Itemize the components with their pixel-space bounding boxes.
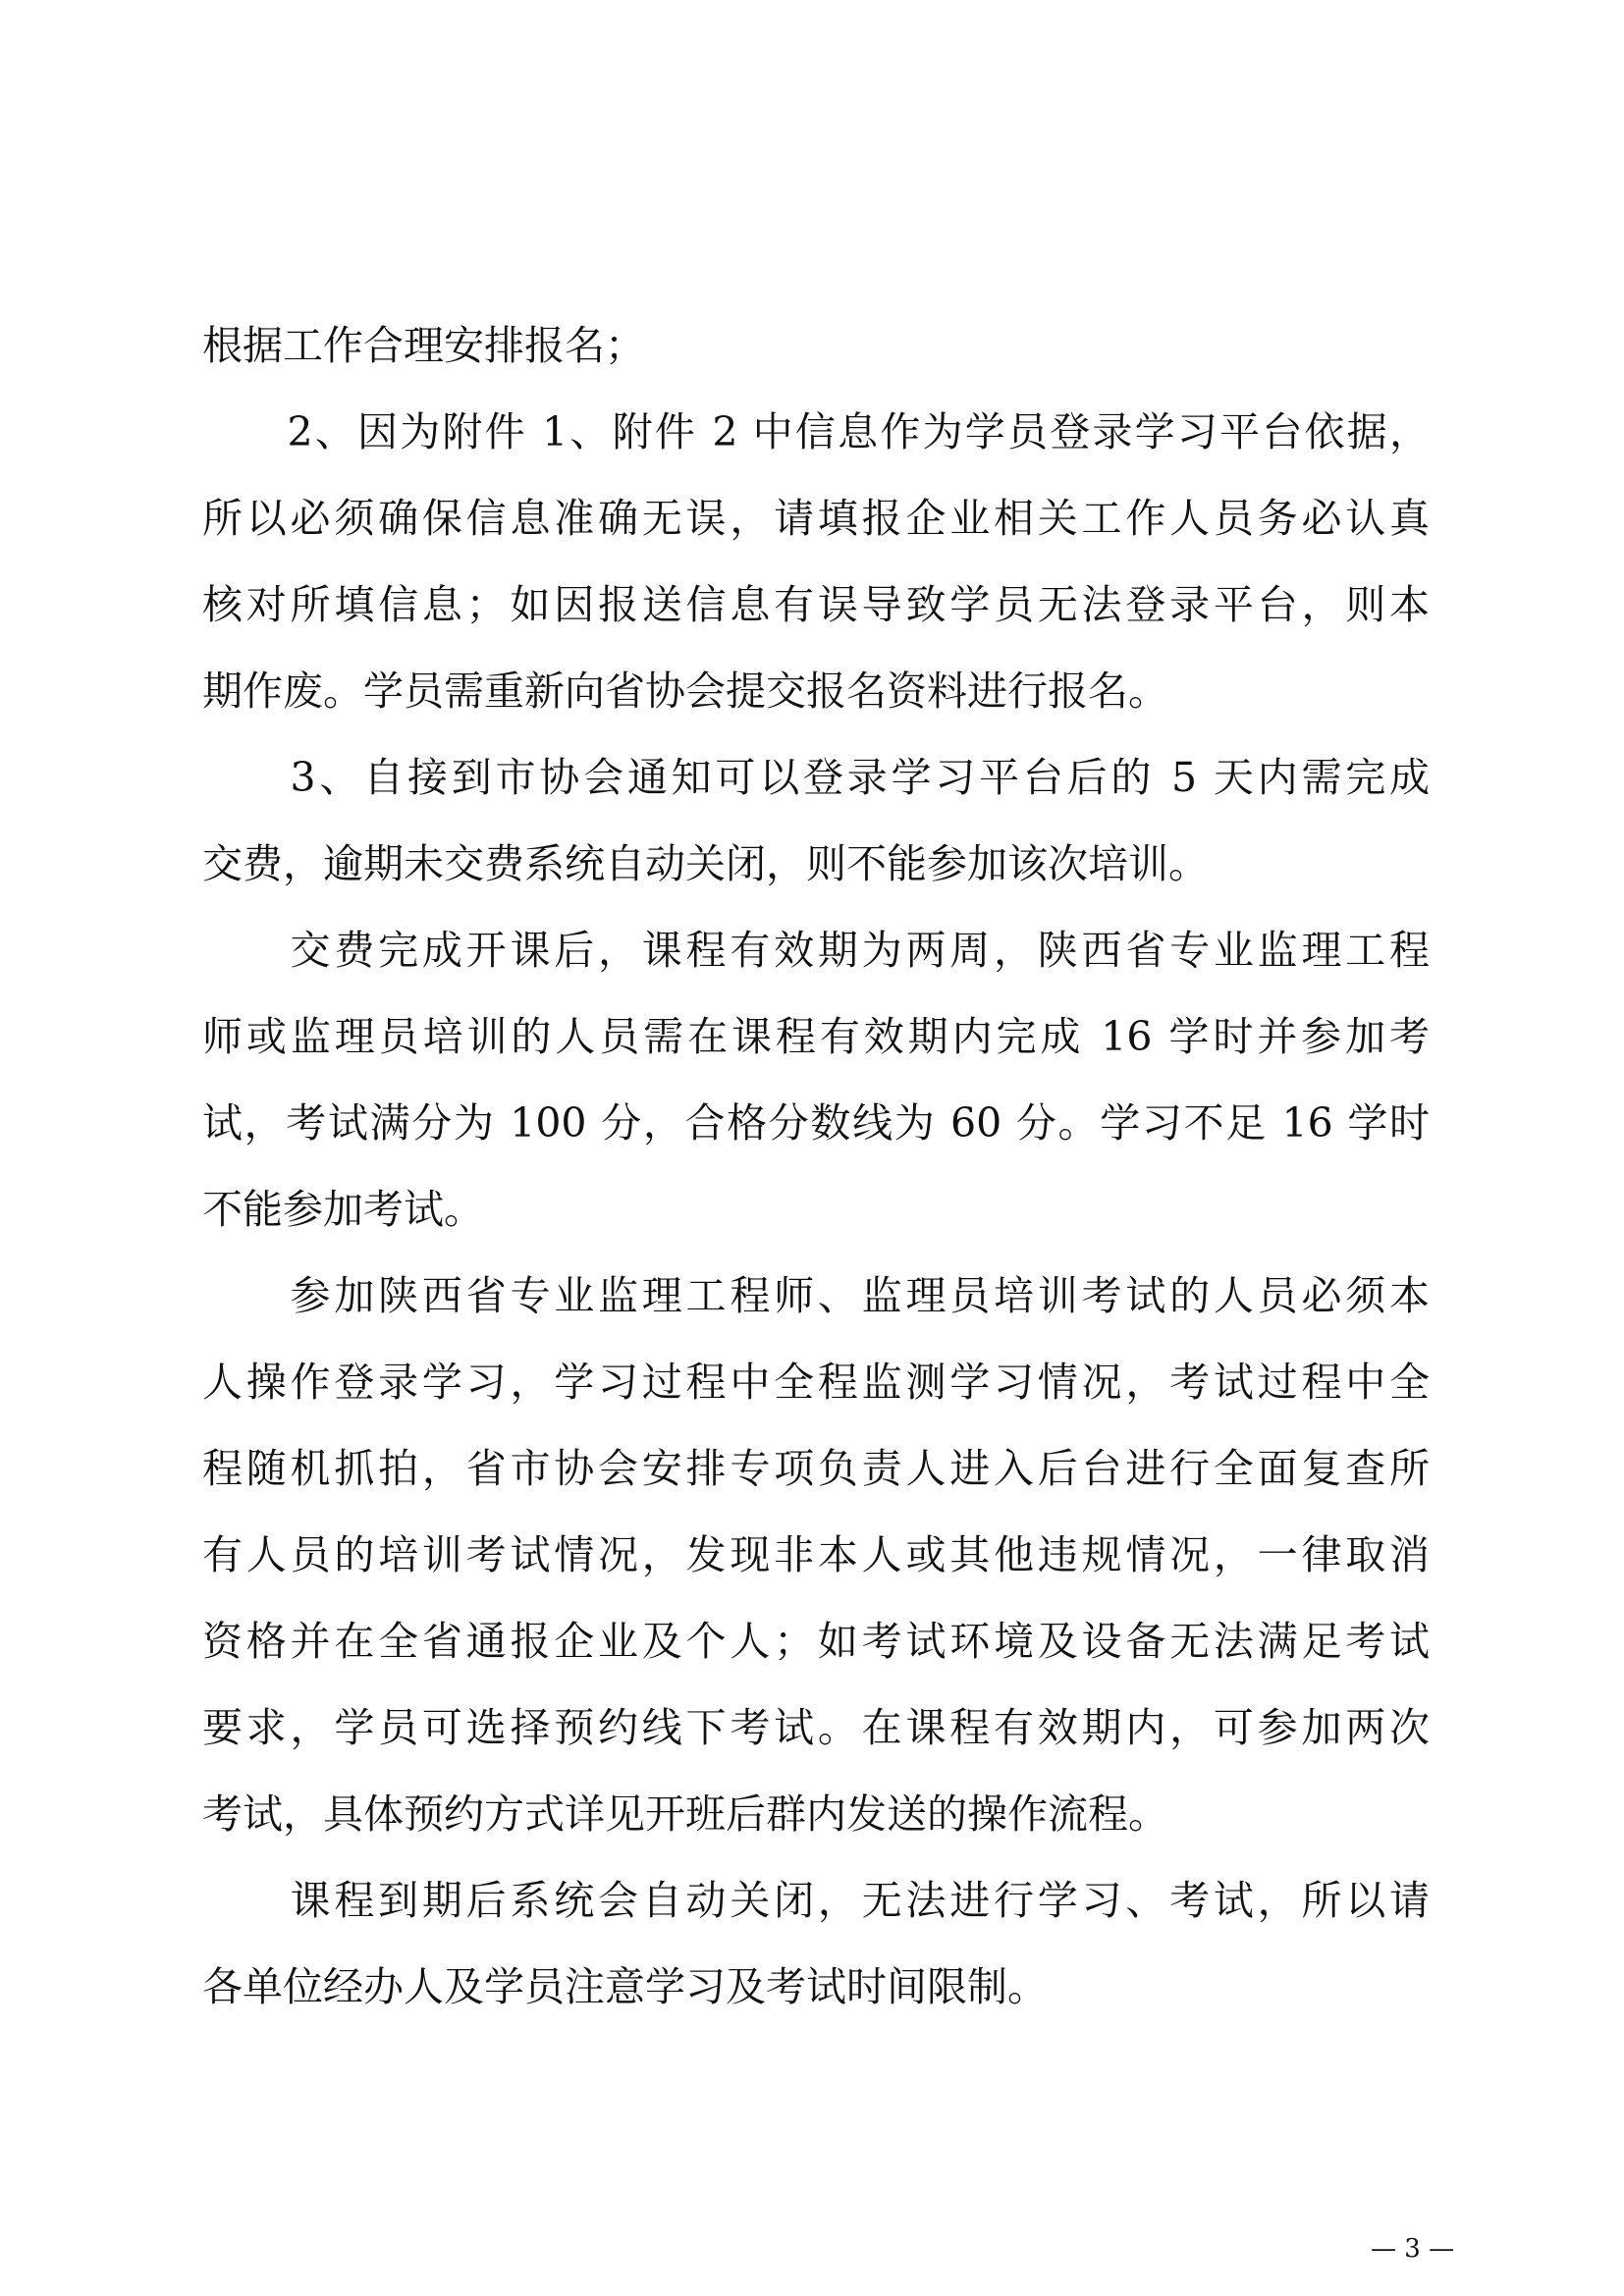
text-line: 试，考试满分为 100 分，合格分数线为 60 分。学习不足 16 学时 xyxy=(202,1099,1430,1147)
text-line: 资格并在全省通报企业及个人；如考试环境及设备无法满足考试 xyxy=(202,1618,1430,1665)
text-line: 各单位经办人及学员注意学习及考试时间限制。 xyxy=(202,1963,1048,2010)
text-line: 所以必须确保信息准确无误，请填报企业相关工作人员务必认真 xyxy=(202,495,1430,542)
page-number: — 3 — xyxy=(1371,2234,1455,2264)
text-line: 要求，学员可选择预约线下考试。在课程有效期内，可参加两次 xyxy=(202,1704,1430,1751)
text-line: 考试，具体预约方式详见开班后群内发送的操作流程。 xyxy=(202,1790,1168,1838)
text-line: 不能参加考试。 xyxy=(202,1186,484,1233)
text-line: 人操作登录学习，学习过程中全程监测学习情况，考试过程中全 xyxy=(202,1359,1430,1406)
text-line: 根据工作合理安排报名； xyxy=(202,322,645,369)
text-line: 期作废。学员需重新向省协会提交报名资料进行报名。 xyxy=(202,667,1168,715)
text-line: 3、自接到市协会通知可以登录学习平台后的 5 天内需完成 xyxy=(202,754,1430,801)
text-line: 核对所填信息；如因报送信息有误导致学员无法登录平台，则本 xyxy=(202,581,1430,628)
text-line: 交费，逾期未交费系统自动关闭，则不能参加该次培训。 xyxy=(202,840,1209,887)
text-line: 课程到期后系统会自动关闭，无法进行学习、考试，所以请 xyxy=(202,1877,1430,1924)
text-line: 参加陕西省专业监理工程师、监理员培训考试的人员必须本 xyxy=(202,1272,1430,1319)
text-line: 程随机抓拍，省市协会安排专项负责人进入后台进行全面复查所 xyxy=(202,1445,1430,1492)
text-line: 交费完成开课后，课程有效期为两周，陕西省专业监理工程 xyxy=(202,927,1430,974)
text-line: 师或监理员培训的人员需在课程有效期内完成 16 学时并参加考 xyxy=(202,1013,1430,1060)
text-line: 有人员的培训考试情况，发现非本人或其他违规情况，一律取消 xyxy=(202,1531,1430,1578)
text-line: 2、因为附件 1、附件 2 中信息作为学员登录学习平台依据， xyxy=(202,408,1430,455)
